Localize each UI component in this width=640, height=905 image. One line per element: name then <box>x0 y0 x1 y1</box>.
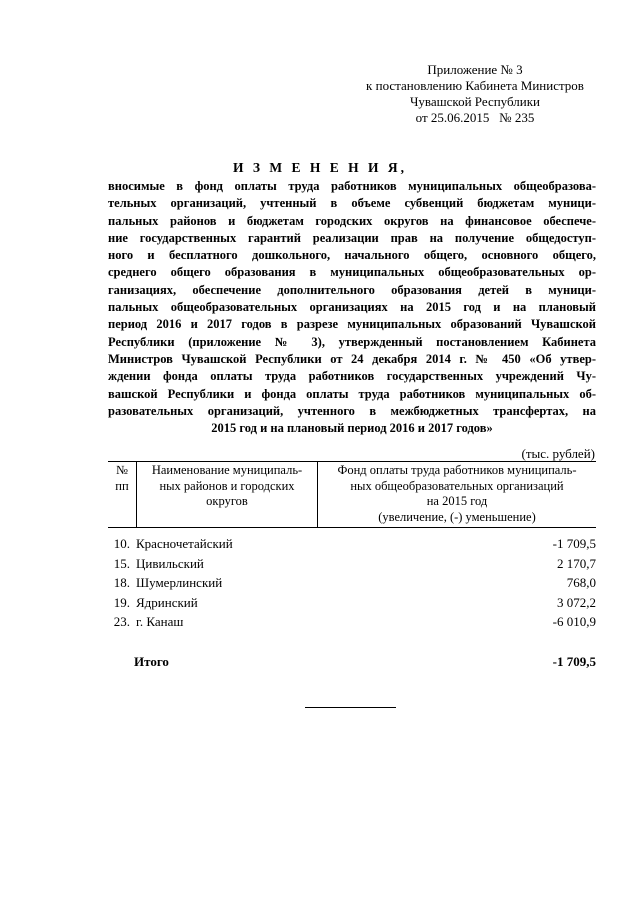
table-row <box>108 554 596 574</box>
column-header-name: Наименование муниципаль- ных районов и городских округов <box>137 462 318 527</box>
column-header-number: № пп <box>108 462 137 527</box>
closing-divider <box>305 707 396 708</box>
table-row <box>108 612 596 632</box>
row-district: Красночетайский <box>136 536 233 551</box>
row-district: Цивильский <box>136 555 204 571</box>
subtitle-line: разовательных организаций, учтенного в межбюджетных трансфертах, на <box>108 403 596 418</box>
subtitle-line: пальных общеобразовательных организациях на 2015 год и на плановый <box>108 300 596 315</box>
header-line-2: к постановлению Кабинета Министров <box>366 78 584 93</box>
header-line-4: от 25.06.2015 № 235 <box>415 110 535 125</box>
attachment-header <box>340 62 610 126</box>
subtitle-line: ного и бесплатного дошкольного, начального общего, основного общего, <box>108 248 596 263</box>
header-line-1: Приложение № 3 <box>427 62 523 77</box>
table-row <box>108 593 596 613</box>
subtitle-line: 2015 год и на плановый период 2016 и 2017 годов» <box>211 421 493 436</box>
subtitle-line: ние государственных гарантий реализации прав на получение общедоступ- <box>108 230 596 245</box>
total-value: -1 709,5 <box>552 653 596 669</box>
table-body <box>108 528 596 632</box>
column-header-fund: Фонд оплаты труда работников муниципаль- ных общеобразовательных организаций на 2015 год (увеличение, (-) уменьшение) <box>337 463 577 524</box>
row-value: -6 010,9 <box>552 614 596 629</box>
subtitle-line: вносимые в фонд оплаты труда работников муниципальных общеобразова- <box>108 179 596 193</box>
subtitle-line: Министров Чувашской Республики от 24 декабря 2014 г. № 450 «Об утвер- <box>108 351 596 366</box>
table-row <box>108 534 596 554</box>
row-value: 768,0 <box>566 575 596 590</box>
document-subtitle <box>108 178 596 437</box>
subtitle-line: ганизациях, обеспечение дополнительного образования детей в муници- <box>108 282 596 297</box>
row-number: 23. <box>113 614 130 629</box>
units-label: (тыс. рублей) <box>521 446 595 461</box>
row-district: Ядринский <box>136 594 198 610</box>
row-district: Шумерлинский <box>136 575 223 590</box>
subtitle-line: вашской Республики и фонда оплаты труда работников муниципальных об- <box>108 386 596 401</box>
table-row <box>108 573 596 593</box>
total-row <box>108 652 596 671</box>
document-title: И З М Е Н Е Н И Я, <box>232 160 407 175</box>
row-number: 18. <box>113 575 130 590</box>
total-label: Итого <box>134 653 169 669</box>
row-value: 3 072,2 <box>557 594 596 610</box>
header-line-3: Чувашской Республики <box>409 94 541 109</box>
row-value: -1 709,5 <box>552 536 596 551</box>
subtitle-line: Республики (приложение № 3), утвержденный постановлением Кабинета <box>108 334 596 349</box>
subtitle-line: пальных районов и бюджетам городских округов на финансовое обеспече- <box>108 213 596 228</box>
row-number: 10. <box>113 536 130 551</box>
row-value: 2 170,7 <box>557 555 596 571</box>
row-number: 19. <box>113 594 130 610</box>
table-header <box>108 461 596 528</box>
subtitle-line: среднего общего образования в муниципальных общеобразовательных ор- <box>108 265 596 280</box>
subtitle-line: тельных организаций, учтенный в объеме субвенций бюджетам муници- <box>108 196 596 211</box>
row-number: 15. <box>113 555 130 571</box>
subtitle-line: период 2016 и 2017 годов в разрезе муниципальных образований Чувашской <box>108 317 596 332</box>
row-district: г. Канаш <box>136 614 184 629</box>
subtitle-line: ждении фонда оплаты труда работников государственных учреждений Чу- <box>108 369 596 384</box>
changes-table <box>108 461 596 671</box>
